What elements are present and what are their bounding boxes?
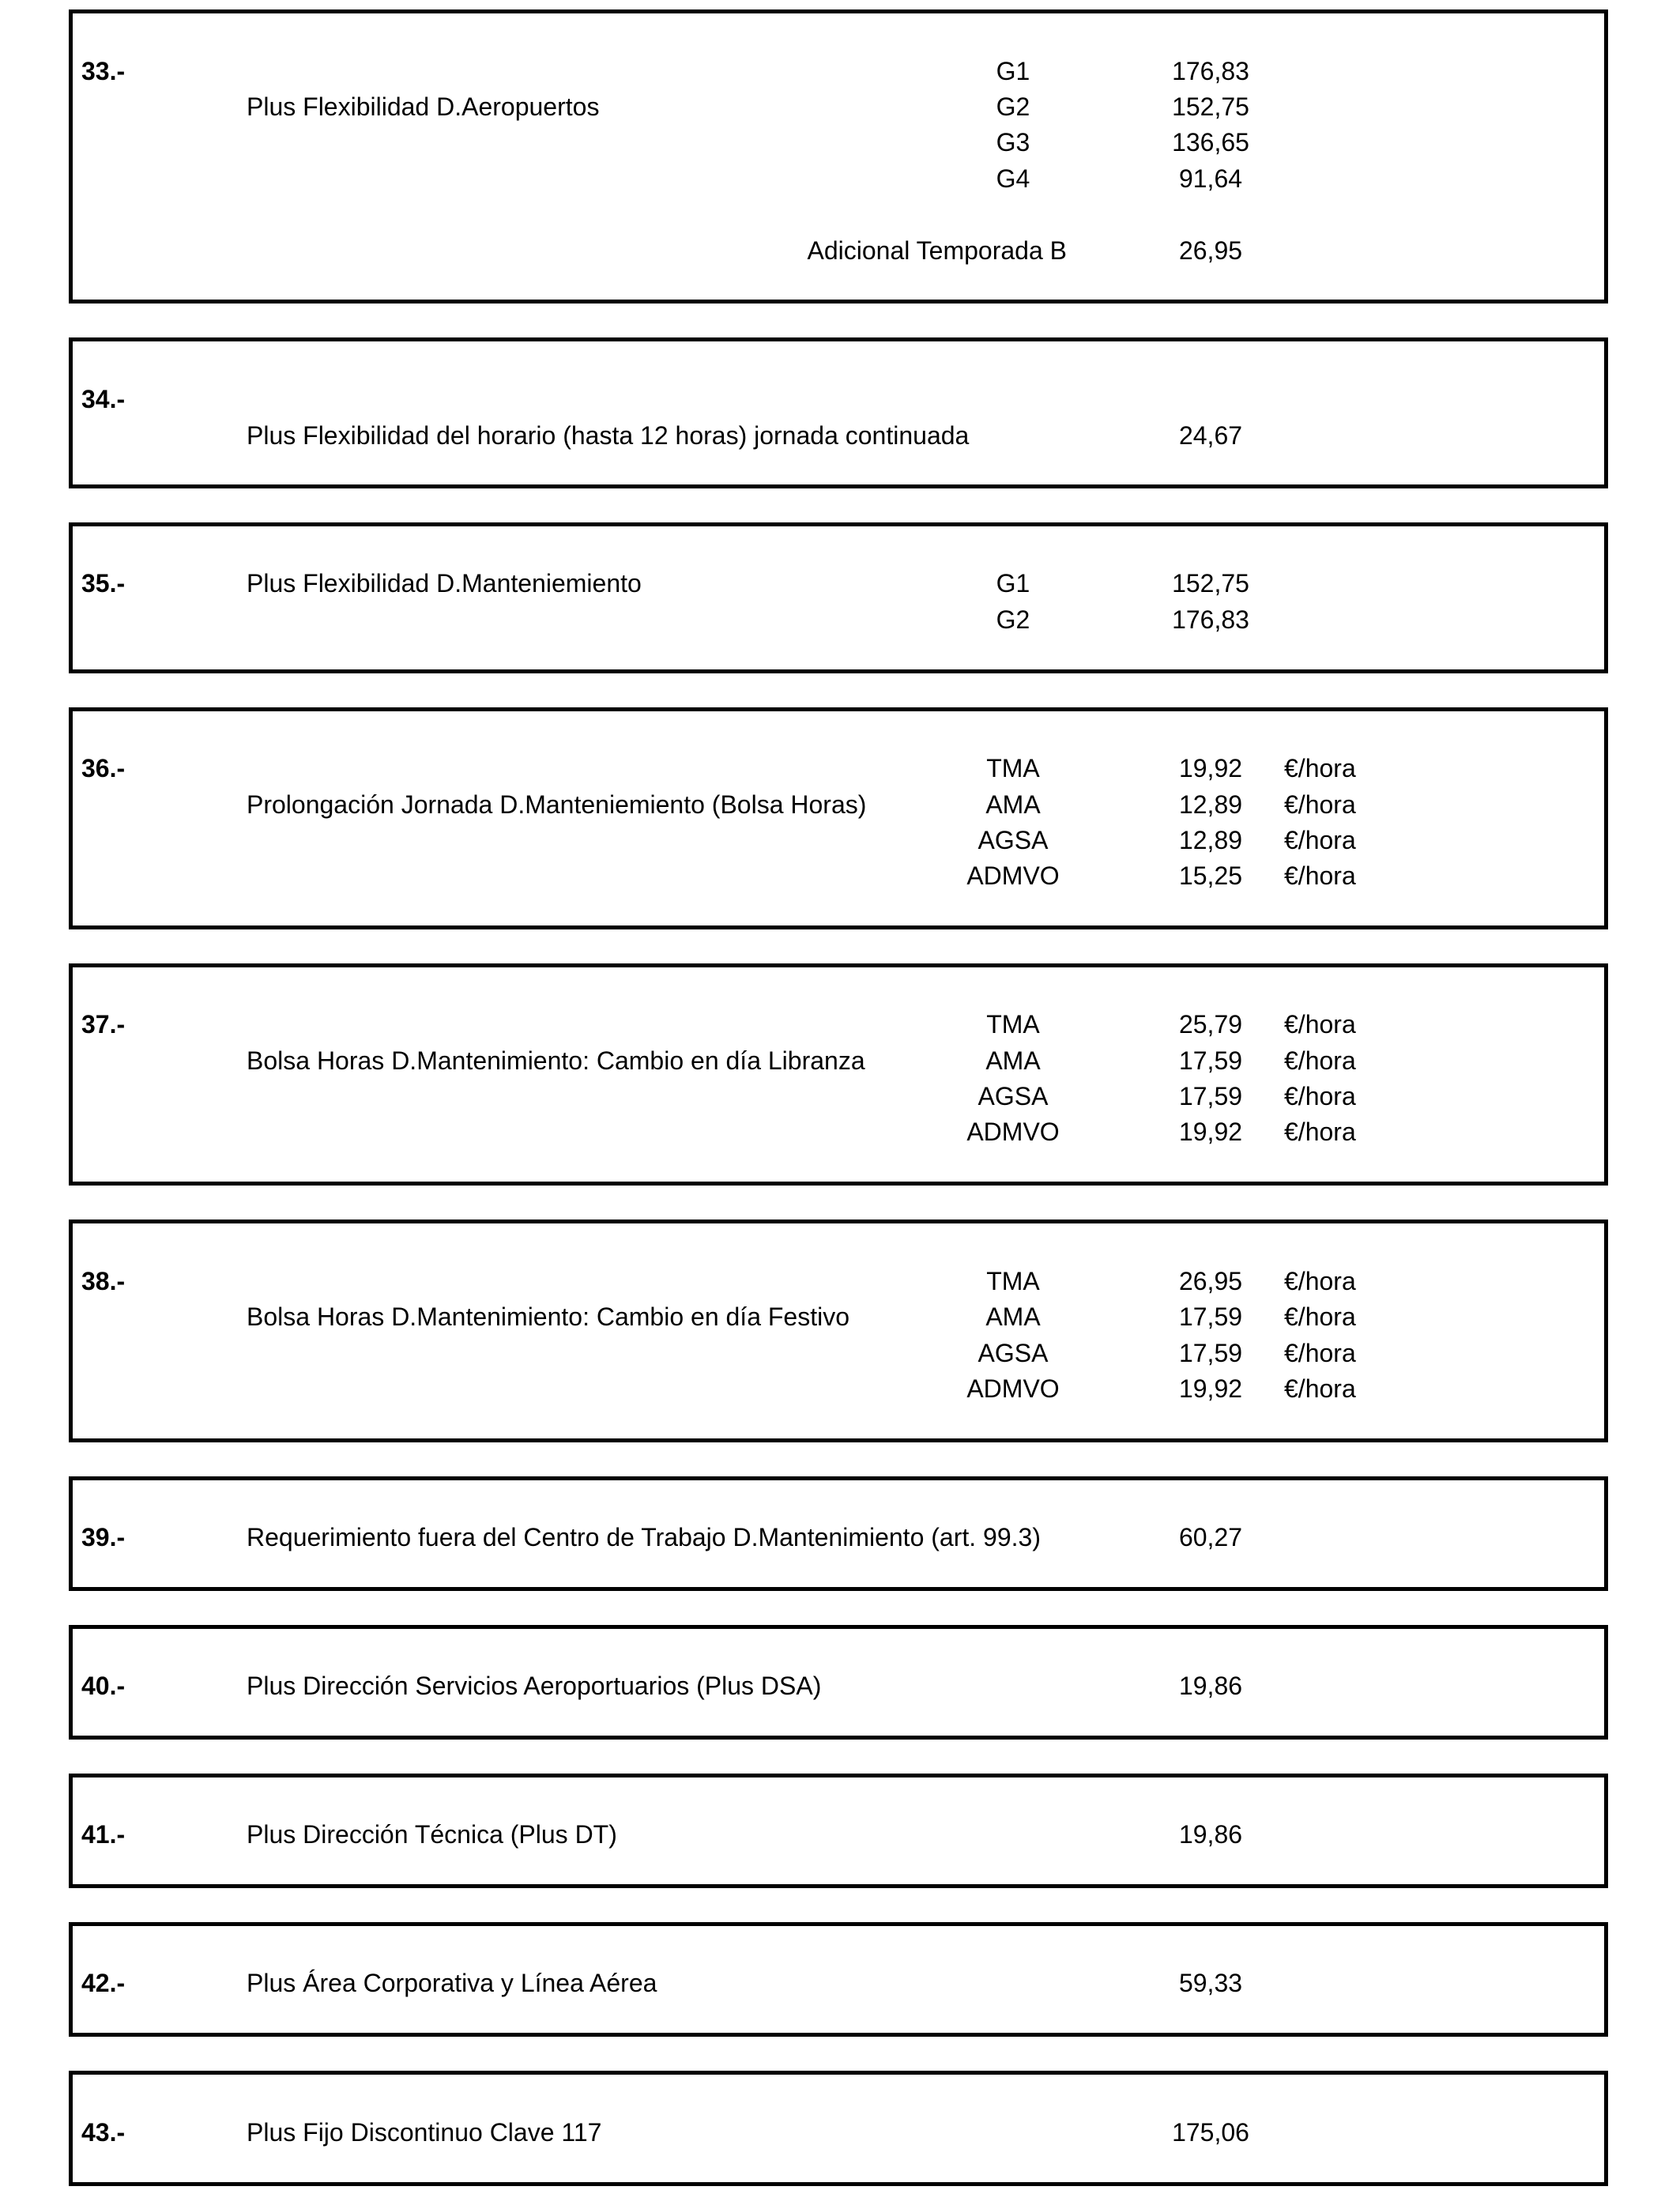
- item-number: 34.-: [81, 385, 126, 413]
- item-number: 41.-: [81, 1820, 126, 1849]
- grade-code: G2: [996, 605, 1030, 634]
- amount: 60,27: [1178, 1523, 1243, 1551]
- item-37-box: [69, 963, 1608, 1186]
- unit-label: €/hora: [1284, 1082, 1356, 1110]
- item-number: 43.-: [81, 2118, 126, 2147]
- category-code: AMA: [985, 1046, 1041, 1075]
- item-40-box: [69, 1625, 1608, 1740]
- item-description: Requerimiento fuera del Centro de Trabajo D.Mantenimiento (art. 99.3): [247, 1523, 1041, 1551]
- amount: 152,75: [1172, 569, 1249, 598]
- category-code: AGSA: [977, 1339, 1049, 1367]
- category-code: ADMVO: [966, 1374, 1060, 1403]
- unit-label: €/hora: [1284, 861, 1356, 890]
- category-code: TMA: [986, 1267, 1040, 1295]
- category-code: TMA: [986, 1010, 1040, 1039]
- item-35-box: [69, 522, 1608, 673]
- item-description: Plus Área Corporativa y Línea Aérea: [247, 1969, 657, 1997]
- grade-code: G1: [996, 569, 1030, 598]
- amount: 19,92: [1178, 754, 1243, 782]
- category-code: AGSA: [977, 1082, 1049, 1110]
- item-description: Plus Flexibilidad D.Aeropuertos: [247, 92, 600, 121]
- unit-label: €/hora: [1284, 1118, 1356, 1146]
- item-number: 39.-: [81, 1523, 126, 1551]
- item-38-box: [69, 1220, 1608, 1442]
- grade-code: G4: [996, 164, 1030, 193]
- amount: 17,59: [1178, 1082, 1243, 1110]
- category-code: TMA: [986, 754, 1040, 782]
- item-41-box: [69, 1774, 1608, 1888]
- item-description: Plus Dirección Servicios Aeroportuarios (Plus DSA): [247, 1672, 822, 1700]
- item-description: Plus Fijo Discontinuo Clave 117: [247, 2118, 602, 2147]
- item-description: Plus Flexibilidad D.Manteniemiento: [247, 569, 642, 598]
- category-code: AGSA: [977, 826, 1049, 854]
- amount: 152,75: [1172, 92, 1249, 121]
- unit-label: €/hora: [1284, 790, 1356, 819]
- unit-label: €/hora: [1284, 1302, 1356, 1331]
- item-number: 40.-: [81, 1672, 126, 1700]
- grade-code: G1: [996, 57, 1030, 85]
- amount: 17,59: [1178, 1302, 1243, 1331]
- item-number: 42.-: [81, 1969, 126, 1997]
- item-number: 33.-: [81, 57, 126, 85]
- extra-label: Adicional Temporada B: [807, 236, 1067, 265]
- item-description: Bolsa Horas D.Mantenimiento: Cambio en día Libranza: [247, 1046, 865, 1075]
- item-36-box: [69, 707, 1608, 929]
- item-number: 38.-: [81, 1267, 126, 1295]
- amount: 12,89: [1178, 826, 1243, 854]
- item-number: 36.-: [81, 754, 126, 782]
- unit-label: €/hora: [1284, 1046, 1356, 1075]
- unit-label: €/hora: [1284, 1010, 1356, 1039]
- amount: 59,33: [1178, 1969, 1243, 1997]
- amount: 176,83: [1172, 605, 1249, 634]
- amount: 19,92: [1178, 1374, 1243, 1403]
- amount: 24,67: [1178, 421, 1243, 450]
- item-33-box: [69, 9, 1608, 303]
- unit-label: €/hora: [1284, 754, 1356, 782]
- amount: 176,83: [1172, 57, 1249, 85]
- amount: 91,64: [1178, 164, 1243, 193]
- item-description: Prolongación Jornada D.Manteniemiento (Bolsa Horas): [247, 790, 867, 819]
- amount: 25,79: [1178, 1010, 1243, 1039]
- item-43-box: [69, 2071, 1608, 2186]
- item-34-box: [69, 337, 1608, 488]
- category-code: ADMVO: [966, 861, 1060, 890]
- category-code: AMA: [985, 1302, 1041, 1331]
- unit-label: €/hora: [1284, 1339, 1356, 1367]
- unit-label: €/hora: [1284, 1267, 1356, 1295]
- amount: 19,86: [1178, 1672, 1243, 1700]
- category-code: AMA: [985, 790, 1041, 819]
- amount: 15,25: [1178, 861, 1243, 890]
- amount: 17,59: [1178, 1046, 1243, 1075]
- amount: 12,89: [1178, 790, 1243, 819]
- item-number: 37.-: [81, 1010, 126, 1039]
- amount: 175,06: [1172, 2118, 1249, 2147]
- unit-label: €/hora: [1284, 1374, 1356, 1403]
- amount: 26,95: [1178, 1267, 1243, 1295]
- unit-label: €/hora: [1284, 826, 1356, 854]
- item-description: Plus Dirección Técnica (Plus DT): [247, 1820, 617, 1849]
- amount: 19,86: [1178, 1820, 1243, 1849]
- amount: 19,92: [1178, 1118, 1243, 1146]
- grade-code: G3: [996, 128, 1030, 156]
- category-code: ADMVO: [966, 1118, 1060, 1146]
- amount: 136,65: [1172, 128, 1249, 156]
- grade-code: G2: [996, 92, 1030, 121]
- amount: 17,59: [1178, 1339, 1243, 1367]
- extra-amount: 26,95: [1178, 236, 1243, 265]
- item-description: Plus Flexibilidad del horario (hasta 12 horas) jornada continuada: [247, 421, 970, 450]
- item-description: Bolsa Horas D.Mantenimiento: Cambio en día Festivo: [247, 1302, 850, 1331]
- item-number: 35.-: [81, 569, 126, 598]
- item-42-box: [69, 1922, 1608, 2037]
- item-39-box: [69, 1476, 1608, 1591]
